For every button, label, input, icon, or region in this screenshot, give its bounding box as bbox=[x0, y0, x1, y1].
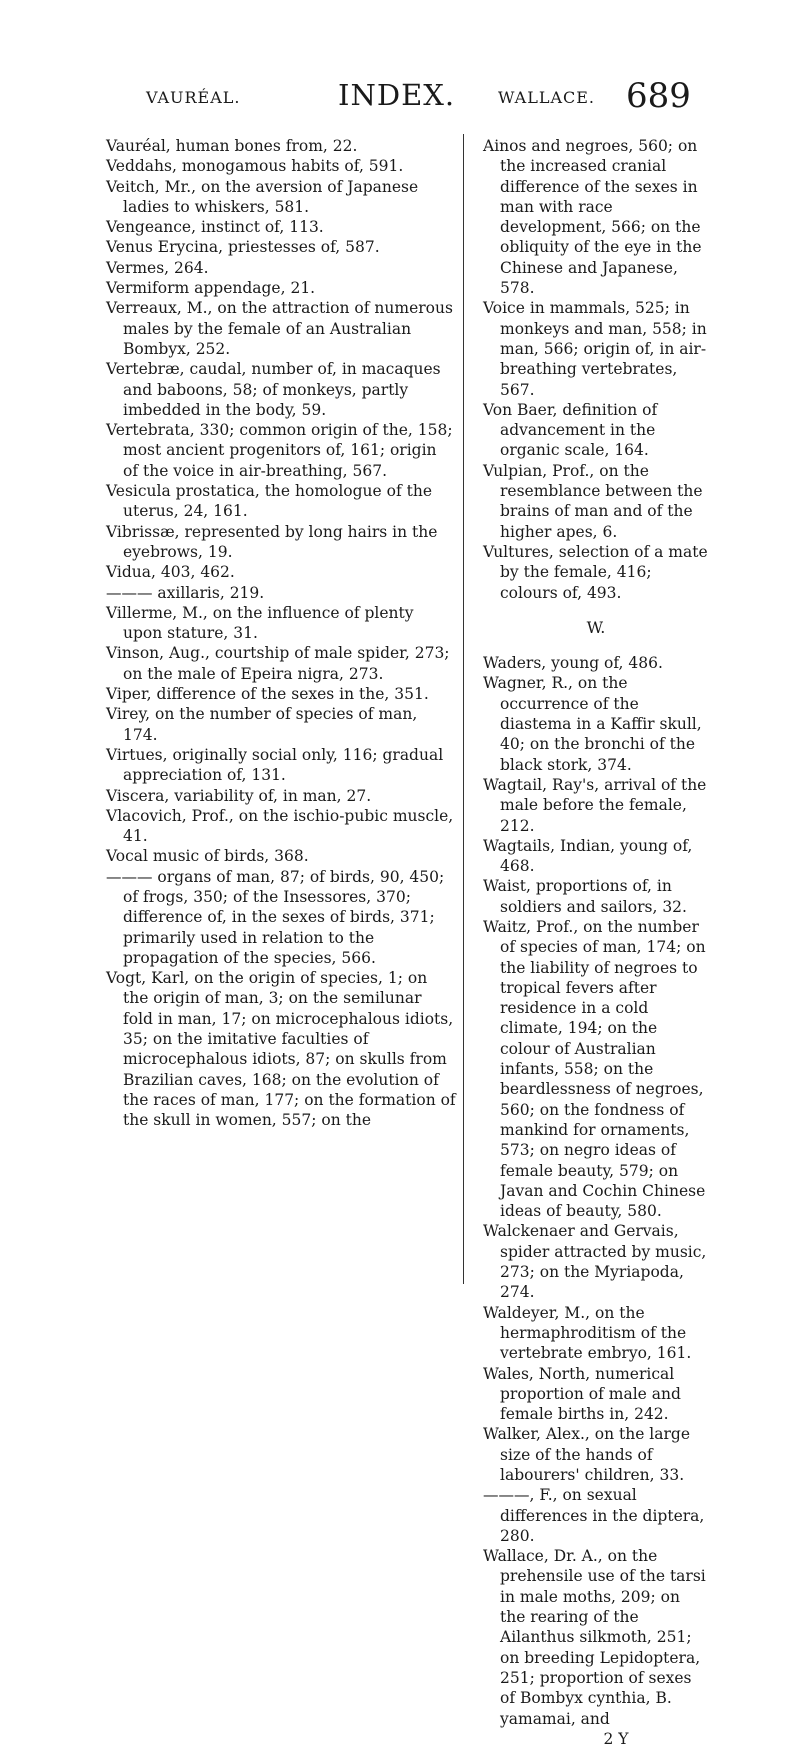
index-entry: Wales, North, numerical proportion of male and female births in, 242. bbox=[483, 1364, 681, 1424]
left-column bbox=[106, 136, 456, 1131]
index-entry: Vultures, selection of a mate by the female, 416; colours of, 493. bbox=[483, 542, 708, 602]
index-entry: Wagtail, Ray's, arrival of the male before the female, 212. bbox=[483, 775, 707, 835]
index-entry: Waist, proportions of, in soldiers and sailors, 32. bbox=[483, 877, 687, 916]
index-entry: Waldeyer, M., on the hermaphroditism of the vertebrate embryo, 161. bbox=[483, 1303, 692, 1363]
index-entry: Vauréal, human bones from, 22. bbox=[106, 137, 358, 155]
index-entry: Vulpian, Prof., on the resemblance between the brains of man and of the higher apes, 6. bbox=[483, 461, 703, 541]
index-entry: Venus Erycina, priestesses of, 587. bbox=[106, 238, 380, 257]
index-entry: Vertebrata, 330; common origin of the, 158; most ancient progenitors of, 161; origin of the voice in air-breathing, 567. bbox=[106, 421, 453, 480]
page-title: INDEX. bbox=[338, 78, 456, 112]
column-divider bbox=[463, 134, 464, 1284]
section-letter-heading: W. bbox=[586, 617, 606, 637]
index-entry: Voice in mammals, 525; in monkeys and man, 558; in man, 566; origin of, in air-breathing vertebrates, 567. bbox=[483, 299, 707, 399]
index-entry: Vermes, 264. bbox=[106, 258, 209, 277]
index-entry: Villerme, M., on the influence of plenty upon stature, 31. bbox=[106, 603, 414, 643]
index-entry: Vocal music of birds, 368. bbox=[106, 847, 309, 866]
index-entry: Virey, on the number of species of man, 174. bbox=[106, 705, 418, 744]
page-number: 689 bbox=[626, 76, 691, 116]
index-entry: Verreaux, M., on the attraction of numerous males by the female of an Australian Bombyx, 252. bbox=[106, 299, 453, 358]
index-entry: Vesicula prostatica, the homologue of the uterus, 24, 161. bbox=[106, 482, 433, 521]
index-entry: Wallace, Dr. A., on the prehensile use of the tarsi in male moths, 209; on the rearing of the Ailanthus silkmoth, 251; on breeding Lepidoptera, 251; proportion of sexes of Bombyx cynthia, B. yamamai, and bbox=[483, 1547, 706, 1728]
index-entry: Viscera, variability of, in man, 27. bbox=[106, 786, 372, 805]
index-entry: ———, F., on sexual differences in the diptera, 280. bbox=[483, 1486, 705, 1545]
index-entry: Vinson, Aug., courtship of male spider, 273; on the male of Epeira nigra, 273. bbox=[106, 644, 450, 683]
left-running-head: VAURÉAL. bbox=[146, 88, 241, 107]
index-entry: Veddahs, monogamous habits of, 591. bbox=[106, 157, 404, 176]
index-entry: Walckenaer and Gervais, spider attracted by music, 273; on the Myriapoda, 274. bbox=[483, 1222, 707, 1302]
index-entry: Wagner, R., on the occurrence of the diastema in a Kaffir skull, 40; on the bronchi of the black stork, 374. bbox=[483, 674, 702, 774]
index-entry: Vidua, 403, 462. bbox=[106, 563, 235, 582]
signature-mark: 2 Y bbox=[603, 1729, 629, 1748]
index-entry: Waders, young of, 486. bbox=[483, 654, 663, 673]
index-entry: Viper, difference of the sexes in the, 351. bbox=[106, 685, 429, 704]
index-entry: Vogt, Karl, on the origin of species, 1; on the origin of man, 3; on the semilunar fold in man, 17; on microcephalous idiots, 35; on the imitative faculties of microcephalous idiots, 87; on skulls from Brazilian caves, 168; on the evolution of the races of man, 177; on the formation of the skull in women, 557; on the bbox=[106, 969, 456, 1130]
index-entry: ——— axillaris, 219. bbox=[106, 583, 265, 602]
index-entry: Wagtails, Indian, young of, 468. bbox=[483, 836, 693, 876]
index-entry: Walker, Alex., on the large size of the hands of labourers' children, 33. bbox=[483, 1425, 691, 1484]
index-entry: Vibrissæ, represented by long hairs in the eyebrows, 19. bbox=[106, 522, 438, 561]
right-column bbox=[483, 136, 709, 1749]
index-entry: ——— organs of man, 87; of birds, 90, 450; of frogs, 350; of the Insessores, 370; difference of, in the sexes of birds, 371; primarily used in relation to the propagation of the species, 566. bbox=[106, 867, 445, 967]
index-entry: Vlacovich, Prof., on the ischio-pubic muscle, 41. bbox=[106, 806, 454, 846]
index-entry: Vertebræ, caudal, number of, in macaques and baboons, 58; of monkeys, partly imbedded in the body, 59. bbox=[106, 360, 441, 419]
index-entry: Ainos and negroes, 560; on the increased cranial difference of the sexes in man with race development, 566; on the obliquity of the eye in the Chinese and Japanese, 578. bbox=[483, 137, 702, 298]
index-entry: Veitch, Mr., on the aversion of Japanese ladies to whiskers, 581. bbox=[106, 177, 419, 216]
index-entry: Von Baer, definition of advancement in the organic scale, 164. bbox=[483, 400, 658, 460]
index-entry: Vermiform appendage, 21. bbox=[106, 279, 316, 298]
page-header bbox=[0, 76, 801, 116]
right-running-head: WALLACE. bbox=[498, 88, 596, 107]
index-entry: Virtues, originally social only, 116; gradual appreciation of, 131. bbox=[106, 745, 444, 785]
index-entry: Vengeance, instinct of, 113. bbox=[106, 218, 324, 237]
index-entry: Waitz, Prof., on the number of species of man, 174; on the liability of negroes to tropical fevers after residence in a cold climate, 194; on the colour of Australian infants, 558; on the beardlessness of negroes, 560; on the fondness of mankind for ornaments, 573; on negro ideas of female beauty, 579; on Javan and Cochin Chinese ideas of beauty, 580. bbox=[483, 917, 706, 1221]
